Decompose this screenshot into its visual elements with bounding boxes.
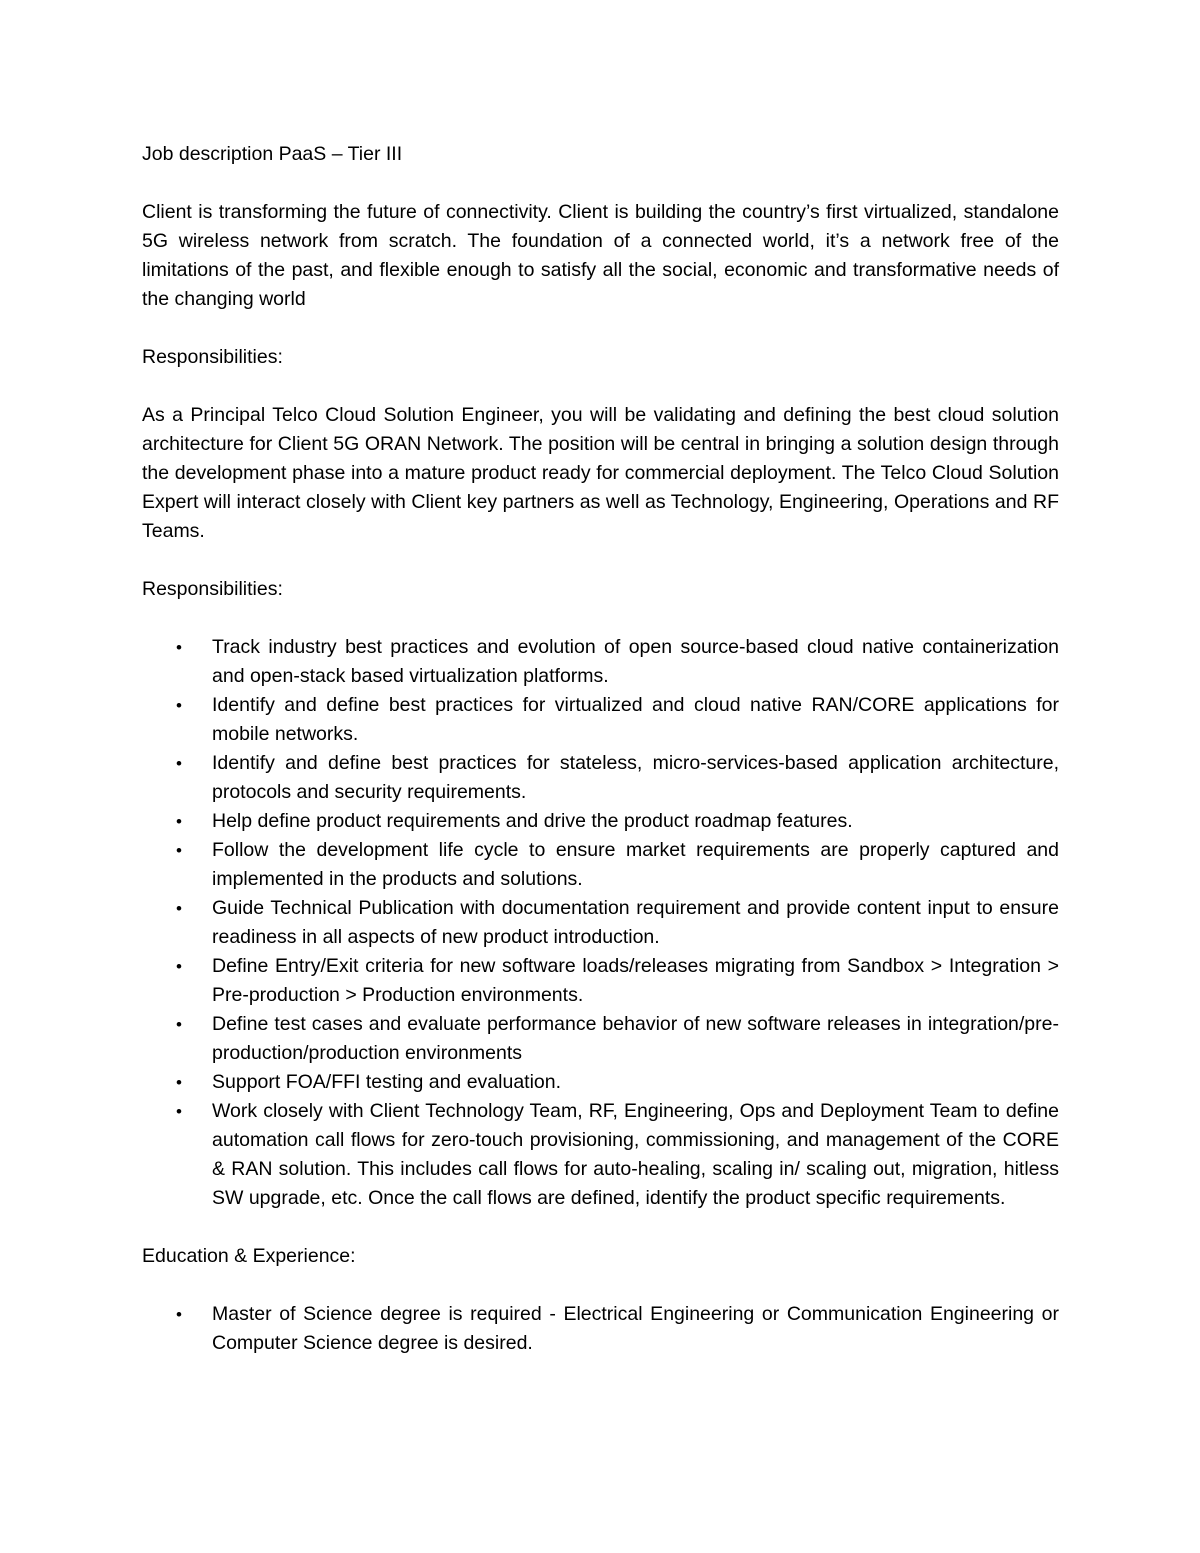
document-title: Job description PaaS – Tier III (142, 143, 403, 165)
list-item-text: Guide Technical Publication with documentation requirement and provide content input to ensure readiness in all aspects of new product introduction. (212, 897, 1059, 948)
list-item (142, 1097, 1059, 1213)
bullet-icon: • (176, 1102, 182, 1121)
bullet-icon: • (176, 812, 182, 831)
section-heading-responsibilities-list: Responsibilities: (142, 578, 283, 600)
bullet-icon: • (176, 754, 182, 773)
bullet-icon: • (176, 1305, 182, 1324)
list-item (142, 749, 1059, 807)
list-item-text: Identify and define best practices for virtualized and cloud native RAN/CORE applications for mobile networks. (212, 694, 1059, 745)
list-item-text: Support FOA/FFI testing and evaluation. (212, 1071, 562, 1093)
bullet-icon: • (176, 899, 182, 918)
list-item (142, 807, 1059, 836)
section-heading-education: Education & Experience: (142, 1245, 356, 1267)
list-item (142, 1300, 1059, 1358)
bullet-icon: • (176, 841, 182, 860)
bullet-icon: • (176, 696, 182, 715)
list-item (142, 633, 1059, 691)
bullet-icon: • (176, 957, 182, 976)
section-heading-responsibilities: Responsibilities: (142, 346, 283, 368)
list-item (142, 836, 1059, 894)
intro-paragraph: Client is transforming the future of connectivity. Client is building the country’s first virtualized, standalone 5G wireless network from scratch. The foundation of a connected world, it’s a network free of the limitations of the past, and flexible enough to satisfy all the social, economic and transformative needs of the changing world (142, 201, 1059, 310)
list-item-text: Define test cases and evaluate performance behavior of new software releases in integration/pre-production/production environments (212, 1013, 1059, 1064)
list-item (142, 952, 1059, 1010)
bullet-icon: • (176, 638, 182, 657)
education-list (142, 1300, 1059, 1358)
list-item (142, 691, 1059, 749)
role-description-paragraph: As a Principal Telco Cloud Solution Engineer, you will be validating and defining the best cloud solution architecture for Client 5G ORAN Network. The position will be central in bringing a solution design through the development phase into a mature product ready for commercial deployment. The Telco Cloud Solution Expert will interact closely with Client key partners as well as Technology, Engineering, Operations and RF Teams. (142, 404, 1059, 542)
bullet-icon: • (176, 1015, 182, 1034)
responsibilities-list (142, 633, 1059, 1213)
bullet-icon: • (176, 1073, 182, 1092)
list-item-text: Master of Science degree is required - Electrical Engineering or Communication Engineering or Computer Science degree is desired. (212, 1303, 1059, 1354)
list-item-text: Work closely with Client Technology Team, RF, Engineering, Ops and Deployment Team to define automation call flows for zero-touch provisioning, commissioning, and management of the CORE & RAN solution. This includes call flows for auto-healing, scaling in/ scaling out, migration, hitless SW upgrade, etc. Once the call flows are defined, identify the product specific requirements. (212, 1100, 1059, 1209)
list-item (142, 1068, 1059, 1097)
list-item-text: Identify and define best practices for stateless, micro-services-based application architecture, protocols and security requirements. (212, 752, 1059, 803)
document-page (142, 140, 1059, 1387)
list-item-text: Define Entry/Exit criteria for new software loads/releases migrating from Sandbox > Integration > Pre-production > Production environments. (212, 955, 1059, 1006)
list-item (142, 894, 1059, 952)
list-item-text: Follow the development life cycle to ensure market requirements are properly captured and implemented in the products and solutions. (212, 839, 1059, 890)
list-item-text: Help define product requirements and drive the product roadmap features. (212, 810, 853, 832)
list-item-text: Track industry best practices and evolution of open source-based cloud native containerization and open-stack based virtualization platforms. (212, 636, 1059, 687)
list-item (142, 1010, 1059, 1068)
